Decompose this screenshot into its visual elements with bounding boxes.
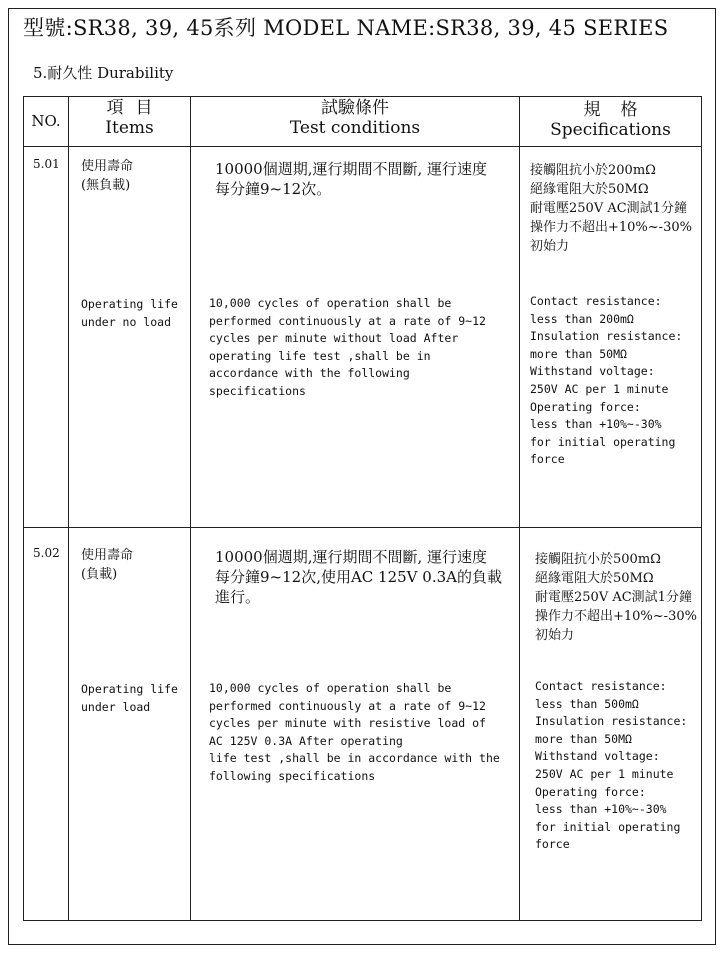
spec-zh: 接觸阻抗小於200mΩ 絕緣電阻大於50MΩ 耐電壓250V AC測試1分鐘 操作力不超出+10%~-30% 初始力 <box>530 163 692 254</box>
header-spec-en: Specifications <box>550 120 671 141</box>
header-items-en: Items <box>105 118 154 139</box>
header-test-en: Test conditions <box>289 118 421 139</box>
item-zh: 使用壽命 (負載) <box>81 548 134 582</box>
column-divider <box>190 96 191 921</box>
item-zh: 使用壽命 (無負載) <box>81 159 134 193</box>
condition-en: 10,000 cycles of operation shall be performed continuously at a rate of 9~12 cycles per minute without load After operating life test ,shall be in accordance with the following specifications <box>209 296 486 398</box>
header-no: NO. <box>31 112 61 130</box>
condition-zh: 10000個週期,運行期間不間斷, 運行速度 每分鐘9~12次。 <box>215 160 488 198</box>
header-spec-zh: 規格 <box>583 100 658 120</box>
header-test-conditions <box>191 98 519 139</box>
header-test-zh: 試驗條件 <box>321 98 389 118</box>
header-items-zh: 項目 <box>106 98 165 118</box>
row-number: 5.01 <box>33 157 60 171</box>
row-divider <box>23 527 702 528</box>
item-en: Operating life under load <box>81 682 178 714</box>
spec-en: Contact resistance: less than 500mΩ Insulation resistance: more than 50MΩ Withstand voltage: 250V AC per 1 minute Operating force: less than +10%~-30% for initial operating force <box>535 679 688 852</box>
header-items <box>69 98 190 139</box>
spec-zh: 接觸阻抗小於500mΩ 絕緣電阻大於50MΩ 耐電壓250V AC測試1分鐘 操作力不超出+10%~-30% 初始力 <box>535 552 697 643</box>
header-specifications <box>520 100 701 141</box>
column-divider <box>519 96 520 921</box>
item-en: Operating life under no load <box>81 297 178 329</box>
row-number: 5.02 <box>33 546 60 560</box>
header-divider <box>23 146 702 147</box>
page-title: 型號:SR38, 39, 45系列 MODEL NAME:SR38, 39, 45 SERIES <box>23 16 669 40</box>
spec-en: Contact resistance: less than 200mΩ Insulation resistance: more than 50MΩ Withstand voltage: 250V AC per 1 minute Operating force: less than +10%~-30% for initial operating force <box>530 294 683 467</box>
section-heading: 5.耐久性 Durability <box>33 64 174 82</box>
condition-zh: 10000個週期,運行期間不間斷, 運行速度 每分鐘9~12次,使用AC 125V 0.3A的負載 進行。 <box>215 548 502 606</box>
column-divider <box>68 96 69 921</box>
condition-en: 10,000 cycles of operation shall be performed continuously at a rate of 9~12 cycles per minute with resistive load of AC 125V 0.3A After operating life test ,shall be in accordance with the following specifications <box>209 681 500 783</box>
